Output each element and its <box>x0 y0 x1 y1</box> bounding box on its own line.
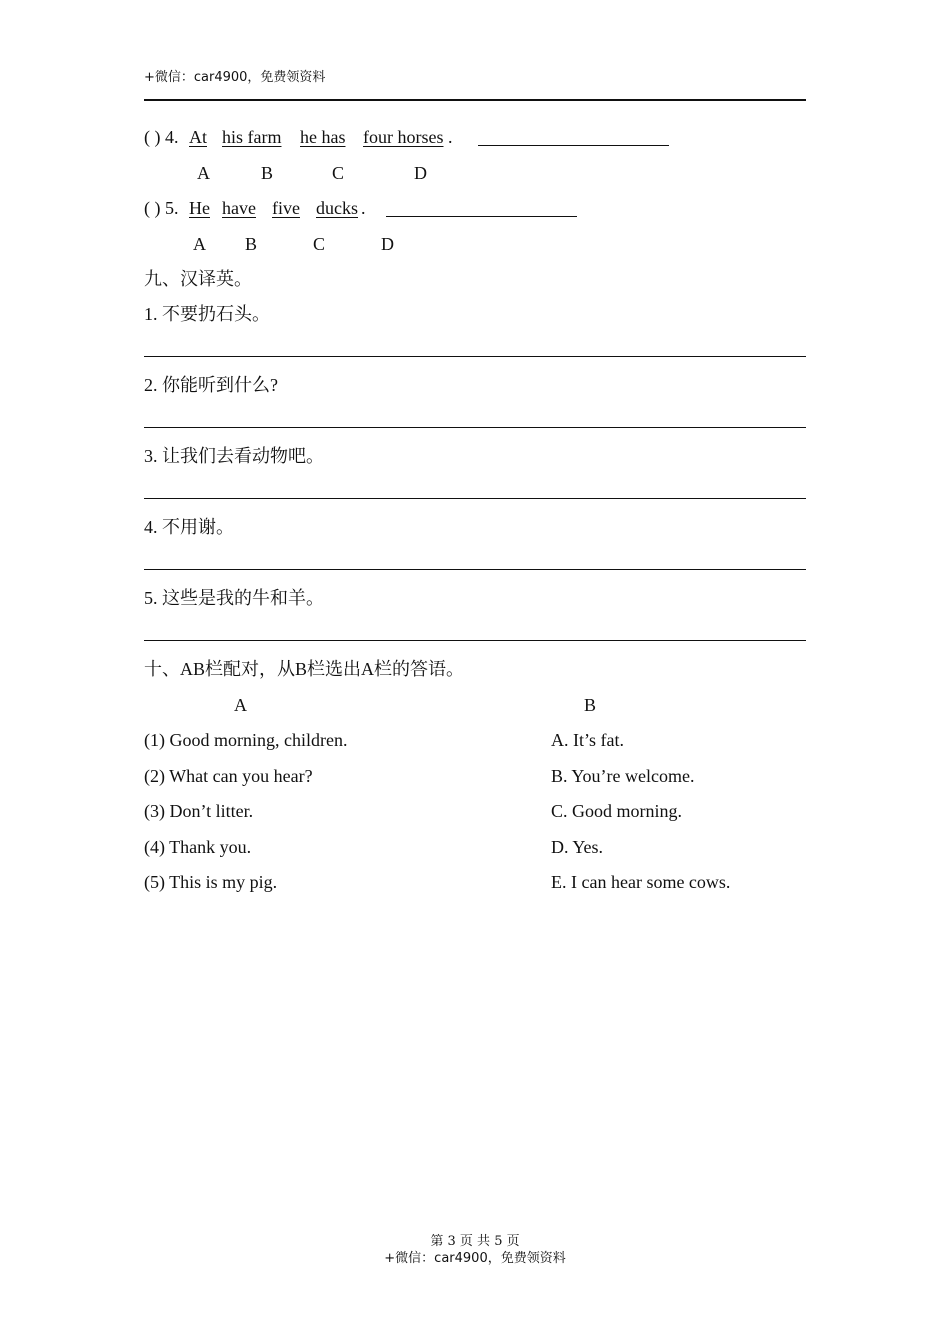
q4-paren: ( ) 4. <box>144 127 179 147</box>
s9-item-5: 5. 这些是我的牛和羊。 <box>144 588 324 608</box>
q4-end: . <box>448 127 453 147</box>
q4-answer-line[interactable] <box>478 145 669 146</box>
q5-paren: ( ) 5. <box>144 198 179 218</box>
s9-item-3: 3. 让我们去看动物吧。 <box>144 446 324 466</box>
q4-letter-c: C <box>332 163 345 183</box>
q5-part-c: five <box>272 198 300 218</box>
col-a-item-2: (2) What can you hear? <box>144 766 313 786</box>
q5-part-b: have <box>222 198 256 218</box>
col-b-item-c: C. Good morning. <box>551 801 683 821</box>
col-b-item-a: A. It’s fat. <box>551 730 624 750</box>
s9-answer-line-3[interactable] <box>144 498 806 499</box>
q4-part-a: At <box>189 127 207 147</box>
section10-title: 十、AB栏配对，从B栏选出A栏的答语。 <box>144 659 465 679</box>
q5-letter-b: B <box>245 234 258 254</box>
q4-letter-b: B <box>261 163 274 183</box>
s9-item-4: 4. 不用谢。 <box>144 517 234 537</box>
s9-answer-line-4[interactable] <box>144 569 806 570</box>
q5-letter-d: D <box>381 234 394 254</box>
q5-letter-c: C <box>313 234 326 254</box>
col-a-header: A <box>234 695 247 715</box>
q5-letter-a: A <box>193 234 206 254</box>
q4-letter-d: D <box>414 163 427 183</box>
s9-item-2: 2. 你能听到什么? <box>144 375 278 395</box>
col-b-item-b: B. You’re welcome. <box>551 766 695 786</box>
col-a-item-4: (4) Thank you. <box>144 837 252 857</box>
col-a-item-5: (5) This is my pig. <box>144 872 278 892</box>
s9-answer-line-1[interactable] <box>144 356 806 357</box>
section9-title: 九、汉译英。 <box>144 269 252 289</box>
col-a-item-1: (1) Good morning, children. <box>144 730 348 750</box>
footer-page-number: 第 3 页 共 5 页 <box>430 1234 520 1249</box>
q4-letter-a: A <box>197 163 210 183</box>
footer-watermark: +微信：car4900，免费领资料 <box>384 1251 566 1266</box>
s9-item-1: 1. 不要扔石头。 <box>144 304 270 324</box>
q4-part-d: four horses <box>363 127 444 147</box>
q5-answer-line[interactable] <box>386 216 577 217</box>
s9-answer-line-5[interactable] <box>144 640 806 641</box>
col-b-item-d: D. Yes. <box>551 837 604 857</box>
col-b-header: B <box>584 695 597 715</box>
s9-answer-line-2[interactable] <box>144 427 806 428</box>
q4-part-b: his farm <box>222 127 282 147</box>
col-b-item-e: E. I can hear some cows. <box>551 872 731 892</box>
q5-end: . <box>361 198 366 218</box>
col-a-item-3: (3) Don’t litter. <box>144 801 254 821</box>
q5-part-a: He <box>189 198 210 218</box>
header-rule <box>144 99 806 101</box>
q4-part-c: he has <box>300 127 346 147</box>
header-watermark: +微信：car4900，免费领资料 <box>144 70 326 85</box>
q5-part-d: ducks <box>316 198 358 218</box>
